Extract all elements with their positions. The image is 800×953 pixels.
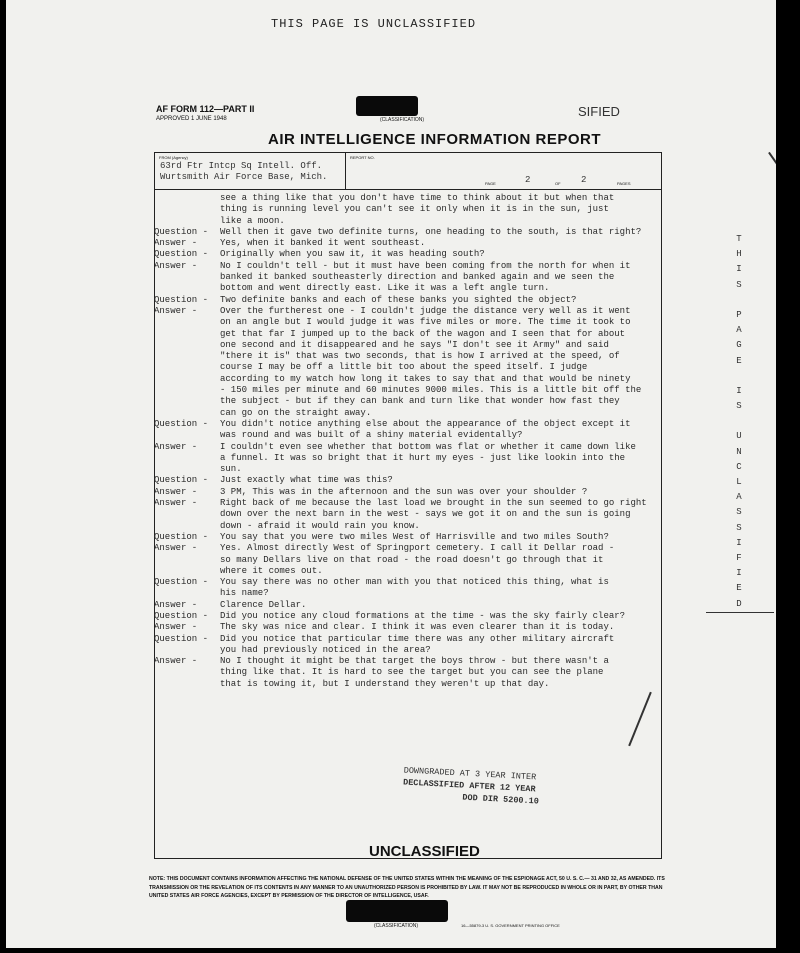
side-letter: A: [736, 325, 742, 336]
transcript-text: Did you notice that particular time there was any other military aircraft: [220, 633, 615, 644]
speaker-label: Answer -: [154, 498, 198, 509]
side-letter: E: [736, 583, 742, 594]
side-letter: A: [736, 492, 742, 503]
of-label: OF: [555, 181, 561, 186]
speaker-label: [154, 204, 220, 215]
transcript-line: [154, 306, 674, 317]
transcript-line: [154, 464, 674, 475]
from-line: Wurtsmith Air Force Base, Mich.: [160, 172, 328, 182]
side-letter: I: [736, 385, 742, 396]
side-letter: F: [736, 552, 742, 563]
transcript-text: You say there was no other man with you that noticed this thing, what is: [220, 577, 609, 588]
speaker-label: Answer -: [154, 543, 198, 554]
transcript-text: one second and it disappeared and he says "I don't see it Army" and said: [220, 339, 609, 350]
transcript-text: I couldn't even see whether that bottom was flat or whether it came down like: [220, 441, 636, 452]
side-letter: G: [736, 340, 742, 351]
side-letter: C: [736, 461, 742, 472]
transcript-text: the subject - but if they can bank and turn like that wonder how fast they: [220, 396, 620, 407]
side-letter: D: [736, 598, 742, 609]
speaker-label: Answer -: [154, 656, 198, 667]
side-letter: E: [736, 355, 742, 366]
side-letter: H: [736, 249, 742, 260]
transcript-text: thing is running level you can't see it only when it is in the sun, just: [220, 204, 609, 215]
report-title: AIR INTELLIGENCE INFORMATION REPORT: [268, 131, 602, 148]
downgrade-stamp: [402, 764, 540, 807]
speaker-label: [154, 317, 220, 328]
speaker-label: [154, 555, 220, 566]
speaker-label: [154, 588, 220, 599]
page-label: PAGE: [485, 181, 496, 186]
transcript-line: [154, 543, 674, 554]
speaker-label: [154, 645, 220, 656]
transcript-text: down over the next barn in the west - says we got it on and the sun is going: [220, 509, 631, 520]
transcript-text: sun.: [220, 464, 242, 475]
classification-stamp-fragment: SIFIED: [578, 104, 620, 119]
transcript-text: on an angle but I would judge it was five miles or more. The time it took to: [220, 317, 631, 328]
transcript-text: where it comes out.: [220, 565, 323, 576]
transcript-line: [154, 498, 674, 509]
transcript-text: Right back of me because the last load we brought in the sun seemed to go right: [220, 498, 647, 509]
side-letter: I: [736, 264, 742, 275]
transcript-line: [154, 216, 674, 227]
espionage-act-note: NOTE: THIS DOCUMENT CONTAINS INFORMATION AFFECTING THE NATIONAL DEFENSE OF THE UNITED STATES WITHIN THE MEANING OF THE ESPIONAGE ACT, 50 U. S. C.— 31 AND 32, AS AMENDED. ITS TRANSMISSION OR THE REVELATION OF ITS CONTENTS IN ANY MANNER TO AN UNAUTHORIZED PERSON IS PROHIBITED BY LAW. IT MAY NOT BE REPRODUCED IN WHOLE OR IN PART, BY OTHER THAN UNITED STATES AIR FORCE AGENCIES, EXCEPT BY PERMISSION OF THE DIRECTOR OF INTELLIGENCE, USAF.: [149, 876, 665, 899]
speaker-label: Answer -: [154, 260, 198, 271]
transcript-text: that is towing it, but I understand they weren't up that day.: [220, 678, 550, 689]
downgrade-line: DECLASSIFIED AFTER 12 YEAR: [402, 777, 536, 795]
speaker-label: [154, 374, 220, 385]
transcript-line: [154, 362, 674, 373]
speaker-label: Question -: [154, 418, 209, 429]
transcript-text: bottom and went directly east. Like it was a left angle turn.: [220, 283, 550, 294]
speaker-label: [154, 329, 220, 340]
transcript-line: [154, 396, 674, 407]
transcript-text: Two definite banks and each of these banks you sighted the object?: [220, 294, 577, 305]
transcript-line: [154, 667, 674, 678]
form-approved-date: APPROVED 1 JUNE 1948: [156, 116, 227, 122]
transcript-line: [154, 261, 674, 272]
speaker-label: [154, 679, 220, 690]
transcript-text: a funnel. It was so bright that it hurt my eyes - just like lookin into the: [220, 452, 626, 463]
side-letter: S: [736, 279, 742, 290]
transcript-line: [154, 521, 674, 532]
side-letter: [729, 293, 749, 308]
ink-stroke: [768, 152, 776, 176]
transcript-line: [154, 351, 674, 362]
transcript-line: [154, 532, 674, 543]
transcript-line: [154, 509, 674, 520]
speaker-label: [154, 340, 220, 351]
transcript-line: [154, 374, 674, 385]
ink-stroke: [706, 612, 774, 613]
transcript-line: [154, 453, 674, 464]
speaker-label: Answer -: [154, 441, 198, 452]
transcript-text: Over the furtherest one - I couldn't judge the distance very well as it went: [220, 305, 631, 316]
transcript-text: Yes, when it banked it went southeast.: [220, 238, 426, 249]
speaker-label: [154, 509, 220, 520]
speaker-label: [154, 283, 220, 294]
side-letter: N: [736, 446, 742, 457]
transcript-text: his name?: [220, 588, 269, 599]
transcript-line: [154, 272, 674, 283]
side-letter: [729, 414, 749, 429]
transcript-line: [154, 656, 674, 667]
speaker-label: Question -: [154, 226, 209, 237]
top-classification-banner: THIS PAGE IS UNCLASSIFIED: [271, 17, 477, 31]
from-agency: [160, 161, 327, 183]
side-letter: S: [736, 401, 742, 412]
transcript-line: [154, 419, 674, 430]
transcript: [154, 193, 674, 690]
speaker-label: [154, 362, 220, 373]
report-no-label: REPORT NO.: [350, 155, 375, 160]
form-id: AF FORM 112—PART II: [156, 104, 255, 114]
transcript-text: get that far I jumped up to the back of the wagon and I seen that for about: [220, 328, 626, 339]
transcript-text: Did you notice any cloud formations at the time - was the sky fairly clear?: [220, 610, 626, 621]
page-number: 2: [525, 175, 531, 185]
transcript-line: [154, 487, 674, 498]
header-divider: [345, 153, 346, 189]
gpo-line: 16—55879-3 U. S. GOVERNMENT PRINTING OFFICE: [461, 923, 560, 928]
speaker-label: Answer -: [154, 622, 198, 633]
transcript-line: [154, 588, 674, 599]
speaker-label: [154, 272, 220, 283]
speaker-label: Question -: [154, 249, 209, 260]
transcript-text: Just exactly what time was this?: [220, 475, 393, 486]
speaker-label: [154, 193, 220, 204]
transcript-text: course I may be off a little bit too about the speed itself. I judge: [220, 362, 588, 373]
transcript-text: 3 PM, This was in the afternoon and the sun was over your shoulder ?: [220, 486, 588, 497]
transcript-line: [154, 408, 674, 419]
speaker-label: Question -: [154, 294, 209, 305]
transcript-line: [154, 385, 674, 396]
transcript-text: You say that you were two miles West of Harrisville and two miles South?: [220, 531, 609, 542]
speaker-label: [154, 453, 220, 464]
transcript-text: Clarence Dellar.: [220, 599, 307, 610]
transcript-line: [154, 295, 674, 306]
top-classification-label: (CLASSIFICATION): [380, 117, 425, 123]
side-letter: I: [736, 537, 742, 548]
transcript-text: can go on the straight away.: [220, 407, 372, 418]
speaker-label: Question -: [154, 475, 209, 486]
speaker-label: [154, 385, 220, 396]
side-letter: S: [736, 507, 742, 518]
speaker-label: Answer -: [154, 238, 198, 249]
speaker-label: [154, 351, 220, 362]
speaker-label: [154, 430, 220, 441]
transcript-text: so many Dellars live on that road - the road doesn't go through that it: [220, 554, 604, 565]
speaker-label: [154, 667, 220, 678]
transcript-line: [154, 442, 674, 453]
speaker-label: [154, 521, 220, 532]
downgrade-line: DOD DIR 5200.10: [462, 792, 540, 807]
downgrade-line: DOWNGRADED AT 3 YEAR INTER: [403, 765, 537, 783]
transcript-line: [154, 238, 674, 249]
transcript-line: [154, 340, 674, 351]
pages-label: PAGES: [617, 181, 631, 186]
transcript-line: [154, 679, 674, 690]
transcript-text: "there it is" that was two seconds, that is how I arrived at the speed, of: [220, 351, 620, 362]
transcript-text: - 150 miles per minute and 60 minutes 9000 miles. This is a little bit off the: [220, 385, 642, 396]
transcript-text: according to my watch how long it takes to say that and that would be ninety: [220, 373, 631, 384]
from-line: 63rd Ftr Intcp Sq Intell. Off.: [160, 161, 323, 171]
redaction-mark-bottom: [346, 900, 448, 922]
transcript-line: [154, 227, 674, 238]
speaker-label: [154, 464, 220, 475]
transcript-text: see a thing like that you don't have time to think about it but when that: [220, 193, 615, 203]
speaker-label: Question -: [154, 610, 209, 621]
transcript-line: [154, 600, 674, 611]
side-letter: [729, 369, 749, 384]
transcript-text: you had previously noticed in the area?: [220, 644, 431, 655]
transcript-line: [154, 634, 674, 645]
redaction-mark-top: [356, 96, 418, 116]
transcript-text: You didn't notice anything else about the appearance of the object except it: [220, 418, 631, 429]
side-unclassified-text: [729, 232, 749, 612]
side-letter: L: [736, 477, 742, 487]
speaker-label: [154, 408, 220, 419]
transcript-text: was round and was built of a shiny material evidentally?: [220, 430, 523, 441]
side-letter: S: [736, 522, 742, 533]
speaker-label: [154, 216, 220, 227]
transcript-line: [154, 577, 674, 588]
transcript-text: The sky was nice and clear. I think it was even clearer than it is today.: [220, 622, 615, 633]
transcript-line: [154, 283, 674, 294]
transcript-text: Yes. Almost directly West of Springport cemetery. I call it Dellar road -: [220, 543, 615, 554]
speaker-label: Answer -: [154, 305, 198, 316]
transcript-line: [154, 430, 674, 441]
transcript-line: [154, 317, 674, 328]
transcript-line: [154, 566, 674, 577]
side-letter: P: [736, 309, 742, 320]
transcript-line: [154, 555, 674, 566]
transcript-line: [154, 611, 674, 622]
transcript-text: thing like that. It is hard to see the target but you can see the plane: [220, 667, 604, 678]
transcript-line: [154, 645, 674, 656]
bottom-classification-label: (CLASSIFICATION): [374, 923, 419, 929]
speaker-label: Question -: [154, 633, 209, 644]
bottom-classification: UNCLASSIFIED: [369, 843, 480, 860]
side-letter: U: [736, 431, 742, 442]
from-label: FROM (Agency): [159, 155, 188, 160]
transcript-line: [154, 249, 674, 260]
speaker-label: Question -: [154, 531, 209, 542]
transcript-text: banked it banked southeasterly direction and banked again and we seen the: [220, 272, 615, 283]
transcript-text: Well then it gave two definite turns, one heading to the south, is that right?: [220, 226, 642, 237]
transcript-text: Originally when you saw it, it was heading south?: [220, 249, 485, 260]
speaker-label: [154, 566, 220, 577]
transcript-line: [154, 329, 674, 340]
transcript-line: [154, 622, 674, 633]
side-letter: I: [736, 568, 742, 579]
speaker-label: Answer -: [154, 486, 198, 497]
report-header-box: [154, 152, 662, 190]
side-letter: T: [736, 234, 742, 244]
speaker-label: Question -: [154, 577, 209, 588]
speaker-label: [154, 396, 220, 407]
speaker-label: Answer -: [154, 599, 198, 610]
document-page: [6, 0, 776, 948]
transcript-line: [154, 475, 674, 486]
transcript-text: No I couldn't tell - but it must have been coming from the north for when it: [220, 260, 631, 271]
page-total: 2: [581, 175, 587, 185]
transcript-line: [154, 204, 674, 215]
transcript-line: [154, 193, 674, 204]
transcript-text: like a moon.: [220, 215, 285, 226]
transcript-text: down - afraid it would rain you know.: [220, 520, 420, 531]
transcript-text: No I thought it might be that target the boys throw - but there wasn't a: [220, 656, 609, 667]
